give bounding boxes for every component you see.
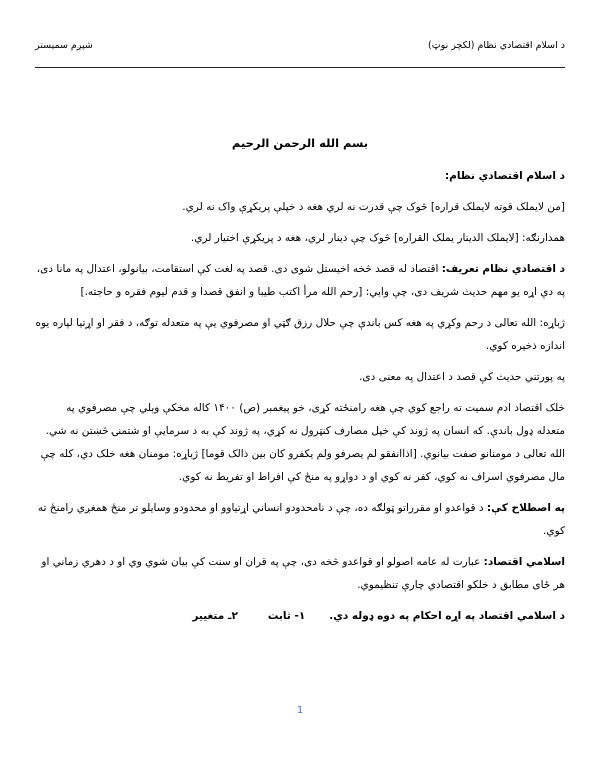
page-number: 1 <box>296 705 304 716</box>
rulings-line <box>35 605 565 628</box>
terminology-label: په اصطلاح کې: <box>486 502 565 514</box>
paragraph-terminology <box>35 497 565 543</box>
rulings-title: د اسلامي اقتصاد په اړه احکام په دوه ډوله دي. <box>329 610 565 622</box>
islamic-economy-label: اسلامي اقتصاد: <box>483 556 565 568</box>
basmala: بسم الله الرحمن الرحیم <box>231 136 369 150</box>
page-header <box>35 40 565 54</box>
ruling-variable: ۲ـ متغییر <box>192 610 238 622</box>
header-title: د اسلام اقتصادي نظام (لکچر نوټ) <box>428 40 565 51</box>
header-rule <box>35 67 565 68</box>
ruling-fixed: ۱- ثابت <box>267 610 306 622</box>
paragraph-definition <box>35 258 565 304</box>
paragraph-quote-1: [من لایملک قوته لایملک قراره] څوک چې قدرت نه لري هغه د خپلې پریکړې واک نه لري. <box>182 201 565 213</box>
definition-text: اقتصاد له قصد څخه اخیستل شوی دی. قصد په لغت کې استقامت، بیانولو، اعتدال په مانا دی، په دې اړه یو مهم حدیث شریف دی، چې وایي: [رحم الله مرأ اکتب طیبا و انفق قصدا و قدم لیوم فقره و حاجته.] <box>36 263 565 298</box>
paragraph-quote-2: همدارنګه: [لایملک الدینار یملک القراره] څوک چې دینار لري، هغه د پریکړې اختیار لري. <box>190 232 565 244</box>
document-body <box>35 132 565 628</box>
definition-label: د اقتصادي نظام تعریف: <box>441 263 565 275</box>
islamic-economy-text: عبارت له عامه اصولو او قواعدو څخه دی، چې په قران او سنت کې بیان شوي وي او د دهري زماني او هر ځای مطابق د خلکو اقتصادي چارې تنظیموي. <box>41 556 565 591</box>
paragraph-translation: ژباړه: الله تعالی د رحم وکړي په هغه کس باندې چې حلال رزق ګټي او مصرفوي يې په متعدله توګه، د فقر او اړتیا لپاره یوه اندازه ذخیره کوي. <box>35 317 565 352</box>
paragraph-economy: خلک اقتصاد ادم سمیت ته راجع کوي چې هغه رامنځته کړی، خو پیغمبر (ص) ۱۴۰۰ کاله مخکې وېلي چې مصرفوي په متعدله ډول باندې. که انسان په ژوند کې خپل مصارف کنټرول نه کړي، په ژوند کې به د سرمایې او شتمنۍ څښتن نه شي. الله تعالی د مومنانو صفت بیانوي. [اذاانفقو لم یصرفو ولم یکفرو کان بین ذالک قوما] ژباړه: مومنان هغه خلک دي، کله چې مال مصرفوي اسراف نه کوي، کفر نه کوي او د دواړو په منځ کې افراط او تفریط نه کوي. <box>40 402 565 483</box>
terminology-text: د قواعدو او مقرراتو ټولګه ده، چې د نامحدودو انساني اړتیاوو او محدودو وسایلو تر منځ همغږي رامنځ ته کوي. <box>37 502 565 537</box>
paragraph-hadith-note: په پورتني حدیث کې قصد د اعتدال په معنی دی. <box>359 371 565 383</box>
header-semester: شپږم سمیستر <box>35 40 93 51</box>
section-title: د اسلام اقتصادي نظام: <box>444 170 565 182</box>
paragraph-islamic-economy <box>35 551 565 597</box>
